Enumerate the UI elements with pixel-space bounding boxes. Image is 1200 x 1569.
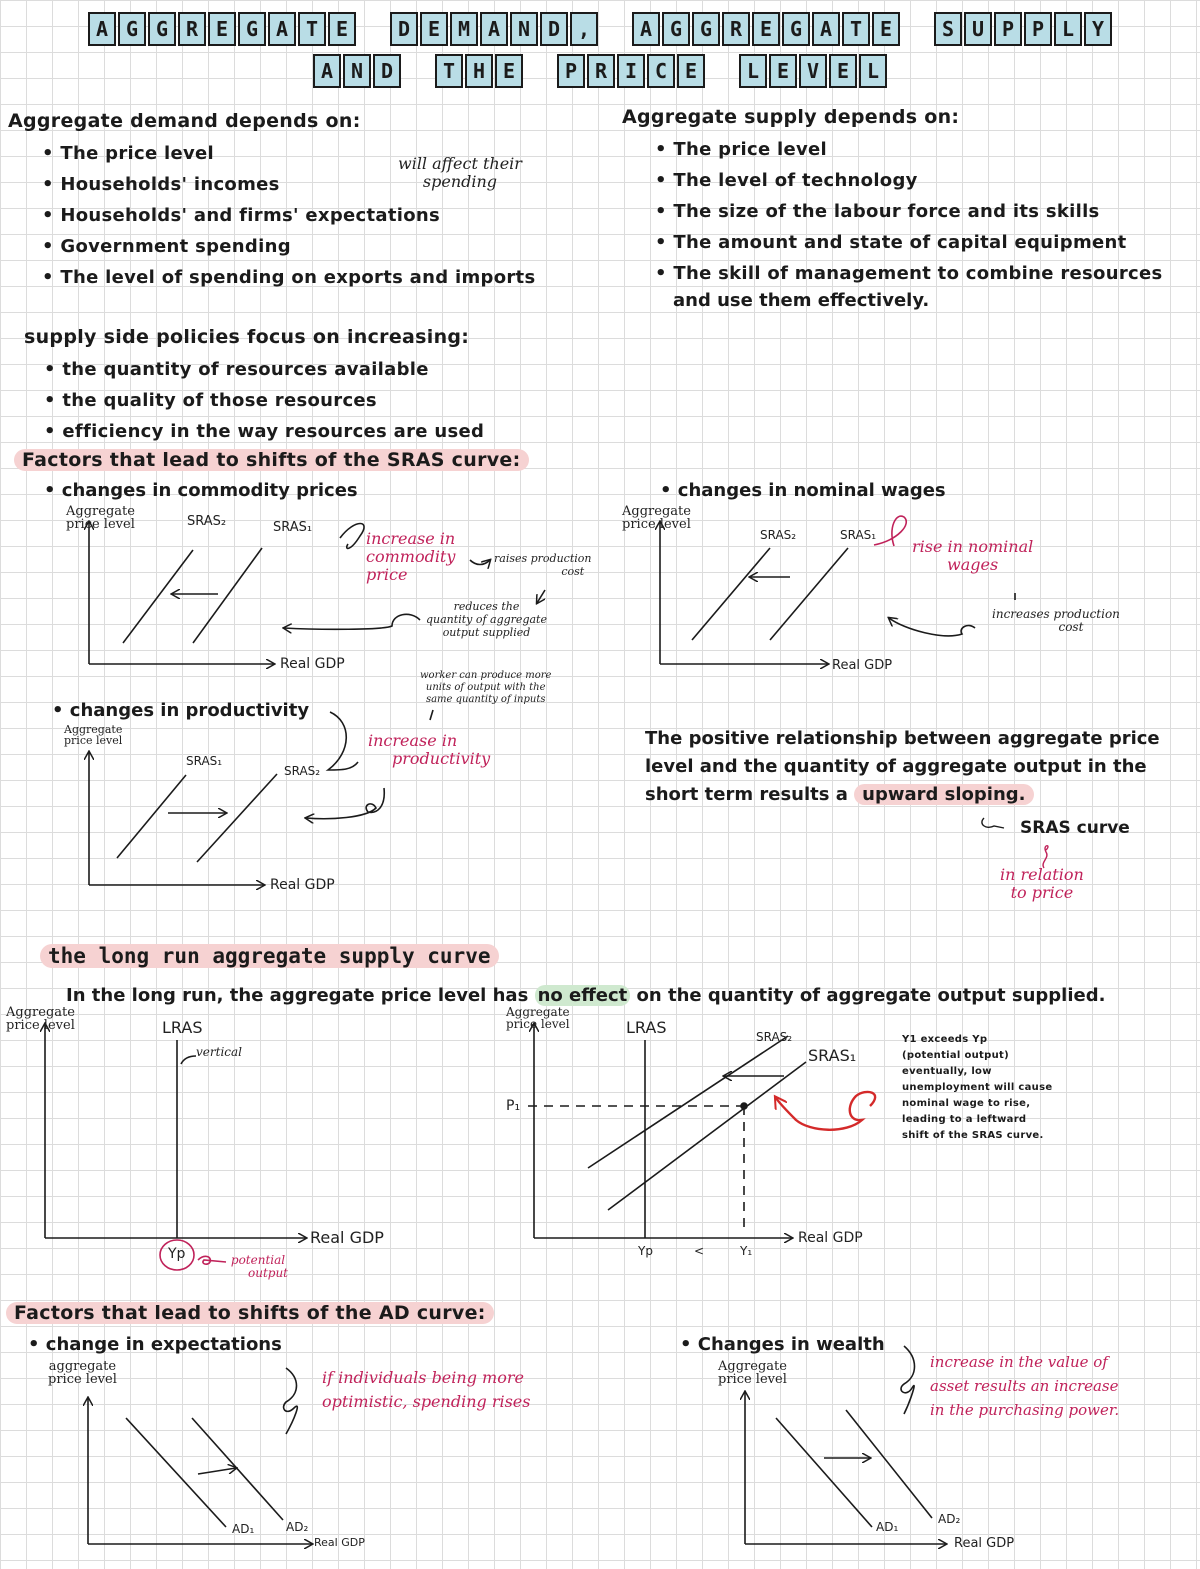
lras-label: LRAS bbox=[162, 1018, 203, 1037]
sras1-curve bbox=[117, 775, 186, 858]
x-axis-label: Real GDP bbox=[832, 658, 893, 673]
title-letter-tile: A bbox=[88, 12, 116, 46]
ad-depends-heading: Aggregate demand depends on: bbox=[8, 110, 361, 132]
y-axis-label: Aggregate price level bbox=[66, 504, 135, 532]
sras2-label: SRAS₂ bbox=[756, 1030, 793, 1044]
yp-label: Yp bbox=[168, 1246, 186, 1262]
ad1-curve bbox=[776, 1418, 872, 1527]
title-letter-tile: G bbox=[782, 12, 810, 46]
title-letter-tile: N bbox=[343, 54, 371, 88]
lras-chart-1 bbox=[45, 1024, 306, 1270]
y-axis-label: Aggregate price level bbox=[718, 1359, 787, 1387]
expectations-note: if individuals being more optimistic, spending rises bbox=[322, 1368, 531, 1411]
as-depends-continuation: and use them effectively. bbox=[673, 290, 930, 311]
title-letter-tile: N bbox=[510, 12, 538, 46]
title-letter-tile: T bbox=[842, 12, 870, 46]
sras2-curve bbox=[588, 1036, 788, 1168]
title-letter-tile: S bbox=[934, 12, 962, 46]
supply-side-heading: supply side policies focus on increasing: bbox=[24, 326, 470, 348]
title-letter-tile: V bbox=[799, 54, 827, 88]
title-letter-tile: , bbox=[570, 12, 598, 46]
title-letter-tile: L bbox=[1054, 12, 1082, 46]
list-item: • The price level bbox=[655, 134, 1163, 165]
sras-shifts-heading: Factors that lead to shifts of the SRAS curve: bbox=[14, 449, 529, 471]
p1-label: P₁ bbox=[506, 1098, 521, 1114]
productivity-inputs-note: worker can produce more units of output with the same quantity of inputs bbox=[420, 670, 552, 705]
sras1-curve bbox=[193, 548, 262, 643]
ad2-label: AD₂ bbox=[286, 1520, 309, 1534]
title-letter-tile: G bbox=[662, 12, 690, 46]
sras2-curve bbox=[692, 548, 770, 640]
title-letter-tile: T bbox=[298, 12, 326, 46]
list-item: • The level of technology bbox=[655, 165, 1163, 196]
title-letter-tile: E bbox=[752, 12, 780, 46]
x-axis-label: Real GDP bbox=[798, 1230, 863, 1246]
title-letter-tile: R bbox=[722, 12, 750, 46]
commodity-chart bbox=[89, 522, 545, 664]
list-item: • efficiency in the way resources are used bbox=[44, 416, 484, 447]
reduces-output-note: reduces the quantity of aggregate output supplied bbox=[426, 600, 547, 639]
less-than-sign: < bbox=[694, 1244, 705, 1258]
list-item: • The skill of management to combine resources bbox=[655, 258, 1163, 289]
list-item: • The level of spending on exports and imports bbox=[42, 262, 535, 293]
title-letter-tile: E bbox=[208, 12, 236, 46]
title-letter-tile: P bbox=[1024, 12, 1052, 46]
in-relation-to-price: in relation to price bbox=[1000, 865, 1084, 902]
list-item: • Government spending bbox=[42, 231, 535, 262]
sras-curve-label: SRAS curve bbox=[1020, 818, 1130, 838]
title-letter-tile: U bbox=[964, 12, 992, 46]
sras2-curve bbox=[197, 774, 277, 862]
commodity-cause: increase in commodity price bbox=[366, 529, 456, 584]
spending-note: will affect their spending bbox=[398, 154, 522, 191]
raises-cost-note: raises production cost bbox=[494, 552, 592, 578]
title-letter-tile: R bbox=[587, 54, 615, 88]
sras1-curve bbox=[770, 548, 848, 640]
lras-explanation: Y1 exceeds Yp (potential output) eventually, low unemployment will cause nominal wage to rise, leading to a leftward shift of the SRAS curve. bbox=[902, 1034, 1053, 1141]
sras1-label: SRAS₁ bbox=[273, 520, 313, 535]
positive-relationship-text: The positive relationship between aggregate price level and the quantity of aggregate output in the short term results a upward sloping. bbox=[645, 728, 1160, 805]
as-depends-heading: Aggregate supply depends on: bbox=[622, 106, 960, 128]
title-letter-tile: E bbox=[872, 12, 900, 46]
title-letter-tile: L bbox=[859, 54, 887, 88]
wealth-title: • Changes in wealth bbox=[680, 1334, 885, 1355]
title-letter-tile: R bbox=[178, 12, 206, 46]
title-letter-tile: I bbox=[617, 54, 645, 88]
ad-shifts-heading: Factors that lead to shifts of the AD curve: bbox=[6, 1302, 494, 1324]
title-letter-tile: E bbox=[328, 12, 356, 46]
list-item: • The size of the labour force and its skills bbox=[655, 196, 1163, 227]
sras1-label: SRAS₁ bbox=[186, 754, 223, 768]
title-letter-tile: T bbox=[435, 54, 463, 88]
sras2-label: SRAS₂ bbox=[284, 764, 321, 778]
ad2-label: AD₂ bbox=[938, 1512, 961, 1526]
sras2-label: SRAS₂ bbox=[760, 528, 797, 542]
yp-label: Yp bbox=[638, 1244, 653, 1258]
sras2-curve bbox=[123, 550, 193, 643]
lras-heading: the long run aggregate supply curve bbox=[40, 944, 499, 968]
title-letter-tile: Y bbox=[1084, 12, 1112, 46]
vertical-note: vertical bbox=[196, 1045, 242, 1059]
lras-sentence: In the long run, the aggregate price level has no effect on the quantity of aggregate output supplied. bbox=[66, 985, 1106, 1006]
title-letter-tile: A bbox=[268, 12, 296, 46]
y1-label: Y₁ bbox=[740, 1244, 753, 1258]
list-item: • The price level bbox=[42, 138, 535, 169]
x-axis-label: Real GDP bbox=[310, 1228, 384, 1247]
x-axis-label: Real GDP bbox=[280, 656, 345, 672]
title-letter-tile: A bbox=[812, 12, 840, 46]
lras-label: LRAS bbox=[626, 1018, 667, 1037]
title-letter-tile: G bbox=[148, 12, 176, 46]
title-letter-tile: A bbox=[632, 12, 660, 46]
sras2-label: SRAS₂ bbox=[187, 514, 227, 529]
title-letter-tile: A bbox=[480, 12, 508, 46]
title-letter-tile: L bbox=[739, 54, 767, 88]
title-letter-tile: C bbox=[647, 54, 675, 88]
x-axis-label: Real GDP bbox=[954, 1536, 1015, 1551]
wages-title: • changes in nominal wages bbox=[660, 480, 946, 501]
title-letter-tile: H bbox=[465, 54, 493, 88]
sras1-label: SRAS₁ bbox=[808, 1046, 857, 1065]
expectations-title: • change in expectations bbox=[28, 1334, 282, 1355]
expectations-chart bbox=[88, 1368, 312, 1544]
list-item: • Households' and firms' expectations bbox=[42, 200, 535, 231]
title-letter-tile: P bbox=[557, 54, 585, 88]
sras1-label: SRAS₁ bbox=[840, 528, 877, 542]
ad1-label: AD₁ bbox=[876, 1520, 899, 1534]
title-letter-tile: E bbox=[420, 12, 448, 46]
wages-effect-note: increases production cost bbox=[992, 607, 1120, 634]
ad1-label: AD₁ bbox=[232, 1522, 255, 1536]
list-item: • Households' incomes bbox=[42, 169, 535, 200]
list-item: • The amount and state of capital equipment bbox=[655, 227, 1163, 258]
title-letter-tile: E bbox=[495, 54, 523, 88]
y-axis-label: Aggregate price level bbox=[506, 1005, 570, 1031]
productivity-title: • changes in productivity bbox=[52, 700, 310, 721]
title-letter-tile: E bbox=[677, 54, 705, 88]
title-letter-tile: M bbox=[450, 12, 478, 46]
x-axis-label: Real GDP bbox=[270, 877, 335, 893]
commodity-title: • changes in commodity prices bbox=[44, 480, 358, 501]
title-letter-tile: G bbox=[118, 12, 146, 46]
title-letter-tile: D bbox=[373, 54, 401, 88]
title-letter-tile: P bbox=[994, 12, 1022, 46]
potential-output-note: potential output bbox=[230, 1253, 289, 1280]
title-letter-tile: D bbox=[390, 12, 418, 46]
ad2-curve bbox=[846, 1410, 932, 1518]
title-letter-tile: E bbox=[829, 54, 857, 88]
title-letter-tile: G bbox=[692, 12, 720, 46]
y-axis-label: Aggregate price level bbox=[622, 504, 691, 532]
title-letter-tile: G bbox=[238, 12, 266, 46]
y-axis-label: Aggregate price level bbox=[64, 723, 123, 747]
y-axis-label: Aggregate price level bbox=[6, 1005, 75, 1033]
list-item: • the quantity of resources available bbox=[44, 354, 484, 385]
x-axis-label: Real GDP bbox=[314, 1536, 365, 1549]
productivity-cause: increase in productivity bbox=[368, 731, 491, 768]
wages-cause: rise in nominal wages bbox=[912, 537, 1034, 574]
title-letter-tile: A bbox=[313, 54, 341, 88]
title-letter-tile: D bbox=[540, 12, 568, 46]
wealth-note: increase in the value of asset results an increase in the purchasing power. bbox=[930, 1353, 1120, 1419]
title-letter-tile: E bbox=[769, 54, 797, 88]
list-item: • the quality of those resources bbox=[44, 385, 484, 416]
y-axis-label: aggregate price level bbox=[48, 1359, 117, 1387]
